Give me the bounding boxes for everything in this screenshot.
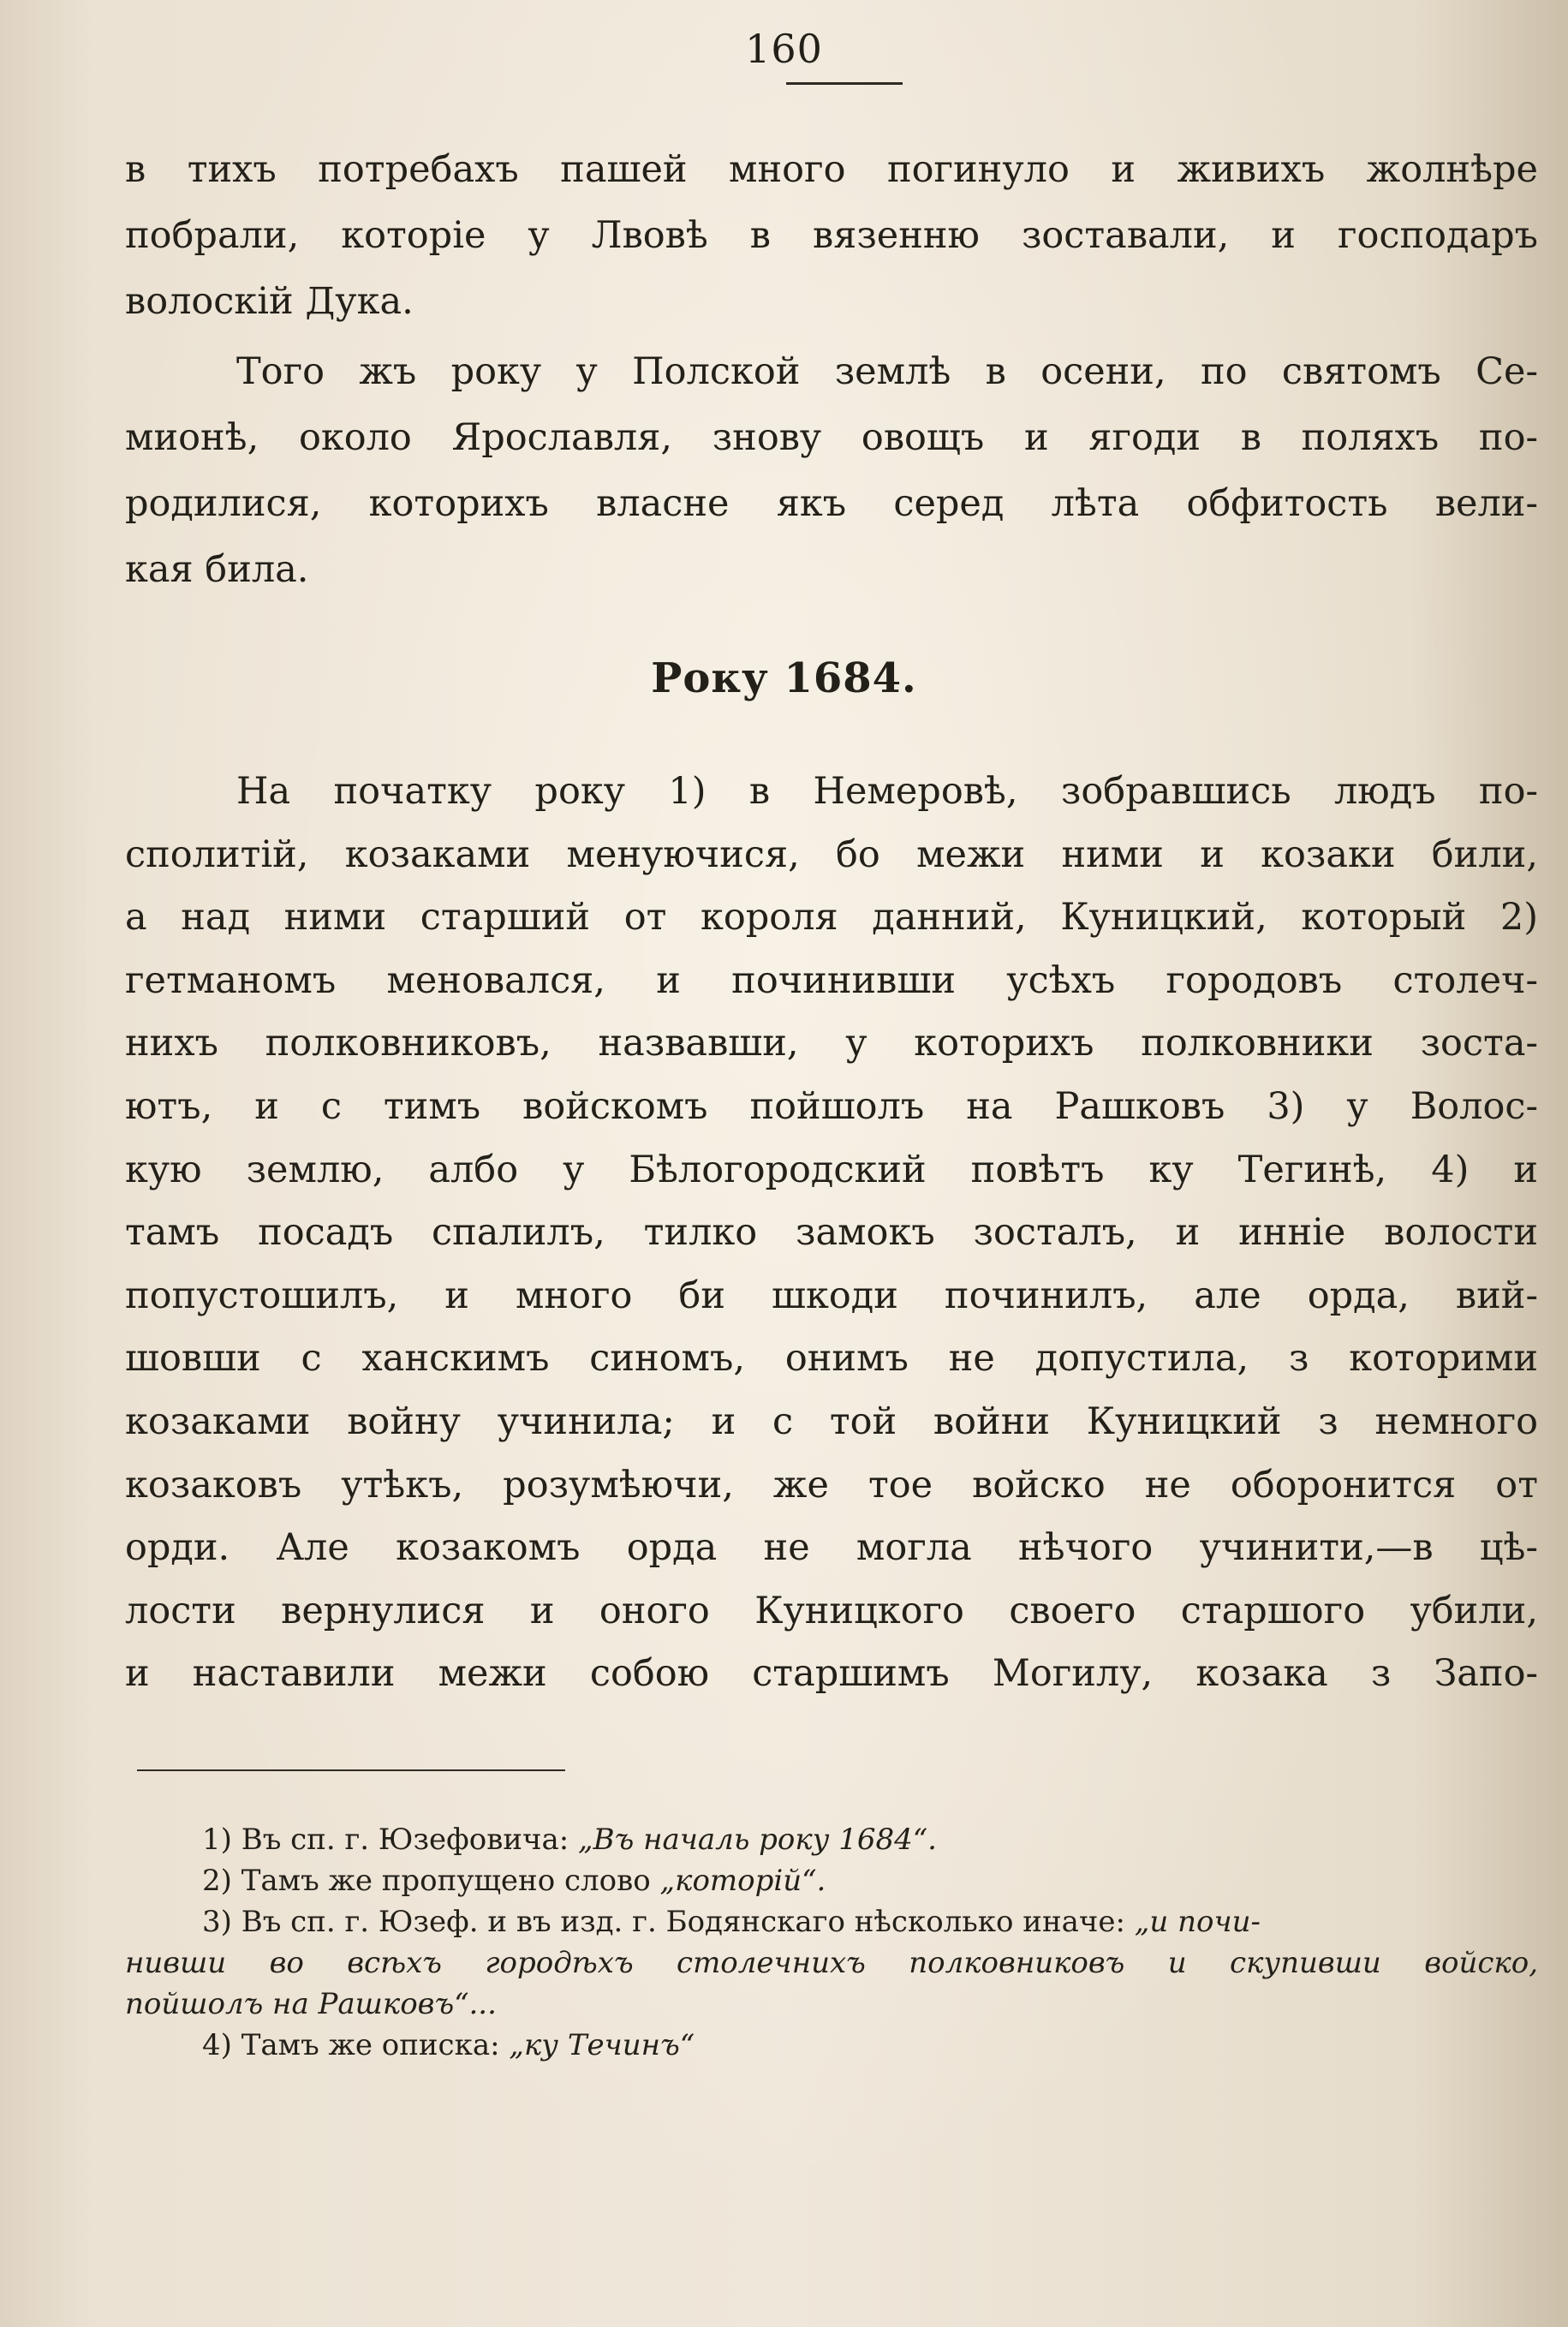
footnote-text: Тамъ же описка: — [241, 2028, 500, 2062]
text-line: тамъ посадъ спалилъ, тилко замокъ зосталъ, и инніе волости — [125, 1211, 1538, 1255]
footnote-1 — [125, 1819, 1538, 1860]
footnote-2 — [125, 1860, 1538, 1901]
text-line: сполитій, козаками менуючися, бо межи ними и козаки били, — [125, 832, 1538, 876]
text-line: гетманомъ меновался, и починивши усѣхъ городовъ столеч- — [125, 958, 1538, 1002]
text-line: нихъ полковниковъ, назвавши, у которихъ полковники зоста- — [125, 1022, 1538, 1065]
text-line: а над ними старший от короля данний, Куницкий, который 2) — [125, 896, 1538, 940]
footnote-quote: „Въ началь року 1684“. — [578, 1823, 937, 1857]
page-number: 160 — [745, 26, 823, 72]
text-line: козаковъ утѣкъ, розумѣючи, же тое войско не оборонится от — [125, 1463, 1538, 1507]
footnote-quote: пойшолъ на Рашковъ“... — [125, 1987, 497, 2021]
footnote-quote: „и почи- — [1134, 1905, 1261, 1939]
footnote-separator — [137, 1769, 565, 1771]
footnote-quote: нивши во всѣхъ городѣхъ столечнихъ полковниковъ и скупивши войско, — [125, 1946, 1538, 1980]
paragraph-autumn-harvest — [125, 339, 1538, 603]
text-line: Того жъ року у Полской землѣ в осени, по святомъ Се- — [236, 350, 1538, 393]
page-number-rule — [786, 82, 903, 85]
text-line: кую землю, албо у Бѣлогородский повѣтъ ку Тегинѣ, 4) и — [125, 1148, 1538, 1191]
section-heading: Року 1684. — [651, 654, 917, 702]
text-line: попустошилъ, и много би шкоди починилъ, але орда, вий- — [125, 1274, 1538, 1317]
footnote-quote: „которій“. — [659, 1864, 826, 1898]
text-line: в тихъ потребахъ пашей много погинуло и живихъ жолнѣре — [125, 148, 1538, 191]
text-line: мионѣ, около Ярославля, знову овощъ и ягоди в поляхъ по- — [125, 416, 1538, 459]
footnote-marker: 1) — [202, 1823, 232, 1857]
footnote-marker: 4) — [202, 2028, 232, 2062]
footnote-marker: 3) — [202, 1905, 232, 1939]
text-line: родилися, которихъ власне якъ серед лѣта обфитость вели- — [125, 482, 1538, 525]
text-line: кая била. — [125, 548, 309, 591]
text-line: козаками войну учинила; и с той войни Куницкий з немного — [125, 1399, 1538, 1443]
text-line: На початку року 1) в Немеровѣ, зобравшись людъ по- — [236, 770, 1538, 813]
footnote-4 — [125, 2025, 1538, 2066]
footnote-text: Тамъ же пропущено слово — [241, 1864, 651, 1898]
paragraph-continued — [125, 137, 1538, 335]
footnotes — [125, 1819, 1538, 2066]
text-line: и наставили межи собою старшимъ Могилу, козака з Запо- — [125, 1652, 1538, 1696]
footnote-text: Въ сп. г. Юзеф. и въ изд. г. Бодянскаго нѣсколько иначе: — [241, 1905, 1125, 1939]
footnote-3-continuation — [125, 1942, 1538, 1984]
text-line: шовши с ханскимъ синомъ, онимъ не допустила, з которими — [125, 1337, 1538, 1381]
text-line: побрали, которіе у Лвовѣ в вязенню зоставали, и господаръ — [125, 214, 1538, 257]
footnote-3-continuation — [125, 1984, 1538, 2025]
text-line: лости вернулися и оного Куницкого своего старшого убили, — [125, 1589, 1538, 1632]
footnote-quote: „ку Течинъ“ — [509, 2028, 695, 2062]
text-line: ютъ, и с тимъ войскомъ пойшолъ на Рашковъ 3) у Волос- — [125, 1084, 1538, 1128]
footnote-3 — [125, 1901, 1538, 1942]
text-line: волоскій Дука. — [125, 280, 414, 323]
text-line: орди. Але козакомъ орда не могла нѣчого учинити,—в цѣ- — [125, 1526, 1538, 1570]
footnote-marker: 2) — [202, 1864, 232, 1898]
paragraph-year-1684 — [125, 761, 1538, 1706]
footnote-text: Въ сп. г. Юзефовича: — [241, 1823, 569, 1857]
